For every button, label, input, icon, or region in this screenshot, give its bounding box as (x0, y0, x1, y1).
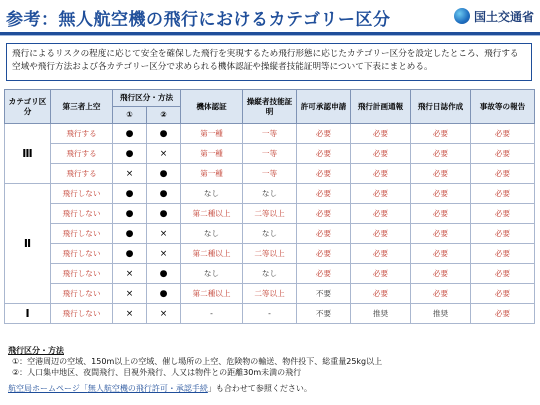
pilot-license-cell: 一等 (243, 144, 297, 164)
third-party-cell: 飛行しない (51, 244, 113, 264)
header-flight-type: 飛行区分・方法 (113, 90, 181, 107)
page-title: 参考：無人航空機の飛行におけるカテゴリー区分 (6, 10, 391, 30)
third-party-cell: 飛行しない (51, 204, 113, 224)
notes-section (8, 345, 534, 394)
category-cell: Ⅱ (5, 184, 51, 304)
org-name: 国土交通省 (473, 9, 534, 24)
approval-cell: 必要 (297, 244, 351, 264)
approval-cell: 不要 (297, 304, 351, 324)
flight-method-1-cell: ● (113, 244, 147, 264)
pilot-license-cell: なし (243, 184, 297, 204)
airframe-cert-cell: 第一種 (181, 124, 243, 144)
flight-method-1-cell: × (113, 284, 147, 304)
flight-method-2-cell: × (147, 304, 181, 324)
flight-log-cell: 必要 (411, 204, 471, 224)
org-logo (454, 5, 534, 27)
flight-plan-cell: 必要 (351, 284, 411, 304)
table-row (5, 164, 535, 184)
pilot-license-cell: - (243, 304, 297, 324)
accident-report-cell: 必要 (471, 284, 535, 304)
accident-report-cell: 必要 (471, 124, 535, 144)
flight-plan-cell: 必要 (351, 264, 411, 284)
airframe-cert-cell: なし (181, 224, 243, 244)
accident-report-cell: 必要 (471, 304, 535, 324)
flight-method-2-cell: ● (147, 284, 181, 304)
approval-cell: 必要 (297, 164, 351, 184)
mlit-procedure-link[interactable]: 無人航空機の飛行許可・承認手続 (87, 384, 208, 393)
header-flight-plan: 飛行計画通報 (351, 90, 411, 124)
table-row (5, 224, 535, 244)
flight-plan-cell: 必要 (351, 164, 411, 184)
airframe-cert-cell: - (181, 304, 243, 324)
airframe-cert-cell: 第二種以上 (181, 244, 243, 264)
header-sub-2: ② (147, 107, 181, 124)
notes-line-2: ②：人口集中地区、夜間飛行、目視外飛行、人又は物件との距離30m未満の飛行 (12, 368, 302, 377)
table-row (5, 264, 535, 284)
footer-suffix: 」も合わせて参照ください。 (207, 384, 312, 393)
footer-note (8, 383, 534, 394)
flight-plan-cell: 必要 (351, 144, 411, 164)
approval-cell: 必要 (297, 184, 351, 204)
header-pilot-license: 操縦者技能証明 (243, 90, 297, 124)
flight-method-2-cell: × (147, 224, 181, 244)
flight-method-2-cell: ● (147, 204, 181, 224)
approval-cell: 必要 (297, 224, 351, 244)
flight-method-1-cell: ● (113, 224, 147, 244)
third-party-cell: 飛行する (51, 164, 113, 184)
header-category: カテゴリ区分 (5, 90, 51, 124)
table-row (5, 184, 535, 204)
airframe-cert-cell: 第二種以上 (181, 204, 243, 224)
third-party-cell: 飛行しない (51, 184, 113, 204)
footer-prefix: 航空局ホームページ「 (8, 384, 88, 393)
flight-plan-cell: 必要 (351, 244, 411, 264)
flight-method-1-cell: × (113, 264, 147, 284)
accident-report-cell: 必要 (471, 244, 535, 264)
category-cell: Ⅲ (5, 124, 51, 184)
third-party-cell: 飛行する (51, 124, 113, 144)
accident-report-cell: 必要 (471, 204, 535, 224)
flight-plan-cell: 必要 (351, 224, 411, 244)
flight-log-cell: 必要 (411, 184, 471, 204)
flight-method-1-cell: ● (113, 184, 147, 204)
notes-line-1: ①：空港周辺の空域、150m以上の空域、催し場所の上空、危険物の輸送、物件投下、総重量25kg以上 (12, 357, 383, 366)
header-sub-1: ① (113, 107, 147, 124)
notes-heading: 飛行区分・方法 (8, 346, 64, 355)
flight-log-cell: 必要 (411, 224, 471, 244)
accident-report-cell: 必要 (471, 164, 535, 184)
table-row (5, 124, 535, 144)
airframe-cert-cell: なし (181, 264, 243, 284)
flight-method-2-cell: × (147, 244, 181, 264)
accident-report-cell: 必要 (471, 144, 535, 164)
flight-method-1-cell: ● (113, 124, 147, 144)
accident-report-cell: 必要 (471, 184, 535, 204)
third-party-cell: 飛行しない (51, 304, 113, 324)
category-table (4, 89, 535, 324)
airframe-cert-cell: なし (181, 184, 243, 204)
header-accident-report: 事故等の報告 (471, 90, 535, 124)
flight-log-cell: 必要 (411, 144, 471, 164)
airframe-cert-cell: 第二種以上 (181, 284, 243, 304)
flight-plan-cell: 必要 (351, 204, 411, 224)
table-row (5, 144, 535, 164)
flight-plan-cell: 推奨 (351, 304, 411, 324)
flight-plan-cell: 必要 (351, 184, 411, 204)
header-airframe-cert: 機体認証 (181, 90, 243, 124)
intro-box: 飛行によるリスクの程度に応じて安全を確保した飛行を実現するため飛行形態に応じたカテゴリー区分を設定したところ、飛行する空域や飛行方法および各カテゴリー区分で求められる機体認証や操縦者技能証明等について下表にまとめる。 (6, 43, 532, 81)
flight-log-cell: 推奨 (411, 304, 471, 324)
flight-log-cell: 必要 (411, 264, 471, 284)
header-approval: 許可承認申請 (297, 90, 351, 124)
flight-method-1-cell: × (113, 164, 147, 184)
flight-method-2-cell: ● (147, 124, 181, 144)
accident-report-cell: 必要 (471, 264, 535, 284)
header-divider-thin (0, 35, 540, 36)
table-row (5, 244, 535, 264)
header-flight-log: 飛行日誌作成 (411, 90, 471, 124)
approval-cell: 必要 (297, 264, 351, 284)
third-party-cell: 飛行しない (51, 264, 113, 284)
flight-log-cell: 必要 (411, 244, 471, 264)
flight-plan-cell: 必要 (351, 124, 411, 144)
flight-log-cell: 必要 (411, 284, 471, 304)
pilot-license-cell: なし (243, 224, 297, 244)
slide-header (0, 0, 540, 36)
approval-cell: 必要 (297, 204, 351, 224)
pilot-license-cell: 二等以上 (243, 244, 297, 264)
pilot-license-cell: 一等 (243, 164, 297, 184)
pilot-license-cell: 一等 (243, 124, 297, 144)
category-cell: Ⅰ (5, 304, 51, 324)
airframe-cert-cell: 第一種 (181, 144, 243, 164)
approval-cell: 不要 (297, 284, 351, 304)
mlit-logo-icon (454, 8, 470, 24)
flight-method-2-cell: ● (147, 184, 181, 204)
header-third-party: 第三者上空 (51, 90, 113, 124)
pilot-license-cell: 二等以上 (243, 204, 297, 224)
flight-method-1-cell: ● (113, 144, 147, 164)
third-party-cell: 飛行しない (51, 224, 113, 244)
pilot-license-cell: 二等以上 (243, 284, 297, 304)
flight-method-1-cell: × (113, 304, 147, 324)
flight-method-1-cell: ● (113, 204, 147, 224)
accident-report-cell: 必要 (471, 224, 535, 244)
approval-cell: 必要 (297, 124, 351, 144)
table-row (5, 284, 535, 304)
table-row (5, 304, 535, 324)
flight-log-cell: 必要 (411, 164, 471, 184)
table-row (5, 204, 535, 224)
flight-method-2-cell: × (147, 144, 181, 164)
third-party-cell: 飛行する (51, 144, 113, 164)
approval-cell: 必要 (297, 144, 351, 164)
airframe-cert-cell: 第一種 (181, 164, 243, 184)
flight-log-cell: 必要 (411, 124, 471, 144)
flight-method-2-cell: ● (147, 164, 181, 184)
flight-method-2-cell: ● (147, 264, 181, 284)
third-party-cell: 飛行しない (51, 284, 113, 304)
pilot-license-cell: なし (243, 264, 297, 284)
